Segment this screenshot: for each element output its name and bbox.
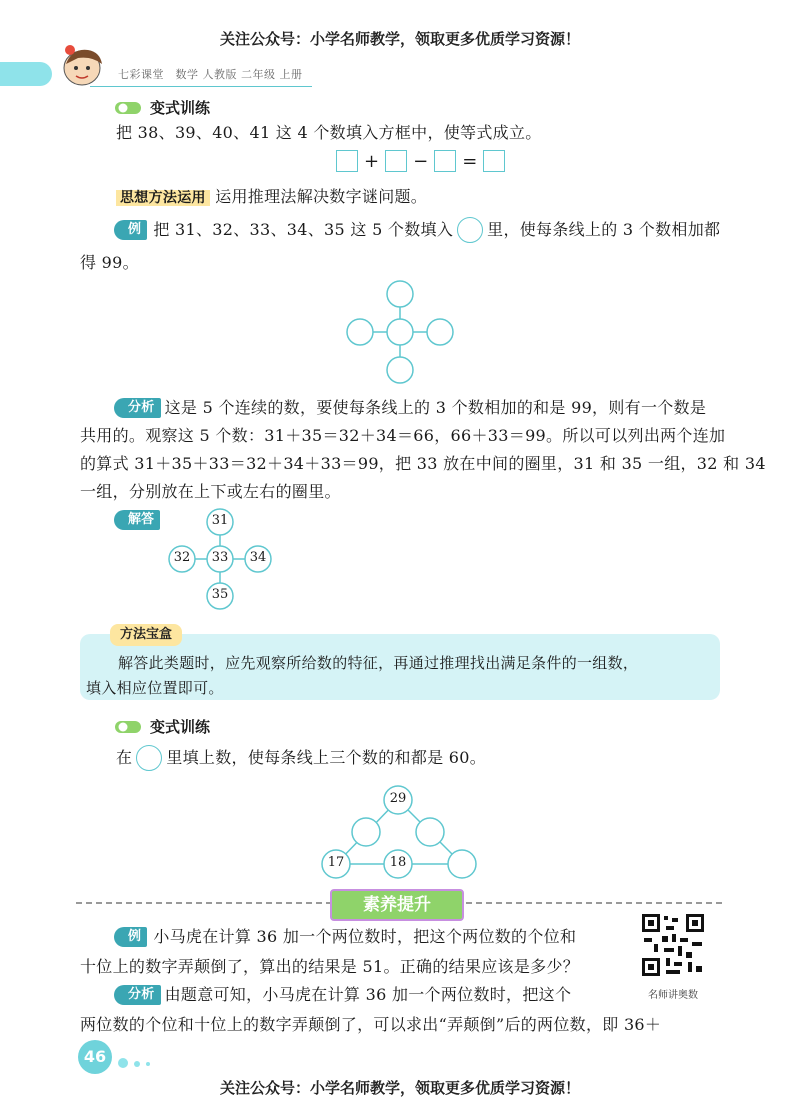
triangle-value-bottom-left: 17 <box>327 855 345 870</box>
analysis-1-line-4: 一组，分别放在上下或左右的圈里。 <box>80 482 341 501</box>
toggle-icon <box>114 100 142 116</box>
banner-title: 素养提升 <box>330 889 464 921</box>
analysis-1-line-3: 的算式 31＋35＋33＝32＋34＋33＝99，把 33 放在中间的圈里，31 和 35 一组，32 和 34 <box>80 454 766 473</box>
circle-value-left: 32 <box>173 550 191 565</box>
analysis-1-line-1 <box>114 395 706 421</box>
empty-circle-center <box>387 319 413 345</box>
cross-circle-diagram <box>340 278 460 388</box>
toggle-icon <box>114 719 142 735</box>
inline-circle-icon <box>136 745 162 771</box>
empty-circle-bottom <box>387 357 413 383</box>
answer-heading <box>114 508 160 530</box>
minus-sign: − <box>413 150 429 172</box>
top-watermark-note: 关注公众号：小学名师教学，领取更多优质学习资源！ <box>219 30 580 48</box>
answer-box[interactable] <box>483 150 505 172</box>
empty-circle-top <box>387 281 413 307</box>
variant-2-text-b: 里填上数，使每条线上三个数的和都是 60。 <box>166 748 487 767</box>
page-number: 46 <box>78 1040 112 1074</box>
analysis-1-text-1: 这是 5 个连续的数，要使每条线上的 3 个数相加的和是 99，则有一个数是 <box>164 398 707 417</box>
analysis-1-line-2: 共用的。观察这 5 个数：31＋35＝32＋34＝66，66＋33＝99。所以可以列出两个连加 <box>80 426 726 445</box>
circle-value-center: 33 <box>211 550 229 565</box>
variant-training-heading-1 <box>114 97 210 118</box>
method-line <box>116 184 427 211</box>
answer-cross-diagram <box>166 506 274 610</box>
decor-dot <box>146 1062 150 1066</box>
circle-value-right: 34 <box>249 550 267 565</box>
answer-tag: 解答 <box>114 510 160 530</box>
example-2-line-2: 十位上的数字弄颠倒了，算出的结果是 51。正确的结果应该是多少？ <box>80 957 580 976</box>
decor-dot <box>118 1058 128 1068</box>
equals-sign: = <box>462 150 478 172</box>
circle-value-bottom: 35 <box>211 587 229 602</box>
decor-dot <box>134 1061 140 1067</box>
example-tag: 例 <box>114 927 147 947</box>
empty-circle-left <box>347 319 373 345</box>
analysis-2-line-1 <box>114 982 571 1008</box>
method-label: 思想方法运用 <box>116 190 210 206</box>
analysis-2-line-2: 两位数的个位和十位上的数字弄颠倒了，可以求出“弄颠倒”后的两位数，即 36＋ <box>80 1015 662 1034</box>
mascot-icon <box>58 42 108 88</box>
equation-boxes <box>336 150 505 172</box>
example-tag: 例 <box>114 220 147 240</box>
variant-training-heading-2 <box>114 716 210 737</box>
plus-sign: + <box>364 150 380 172</box>
empty-circle-right <box>427 319 453 345</box>
example-1-text-a: 把 31、32、33、34、35 这 5 个数填入 <box>153 220 454 239</box>
header-rule <box>90 86 312 87</box>
method-box-line-2: 填入相应位置即可。 <box>86 679 224 697</box>
bottom-watermark-note: 关注公众号：小学名师教学，领取更多优质学习资源！ <box>219 1079 580 1097</box>
example-1-line-1 <box>114 217 720 243</box>
variant-2-text-a: 在 <box>116 748 133 767</box>
header-band <box>0 62 52 86</box>
series-title: 七彩课堂 数学 人教版 二年级 上册 <box>118 68 303 81</box>
triangle-value-top: 29 <box>389 791 407 806</box>
method-text: 运用推理法解决数字谜问题。 <box>215 187 428 206</box>
variant-2-problem <box>116 745 486 771</box>
answer-box[interactable] <box>385 150 407 172</box>
example-1-text-b: 里，使每条线上的 3 个数相加都 <box>487 220 721 239</box>
inline-circle-icon <box>457 217 483 243</box>
circle-value-top: 31 <box>211 513 229 528</box>
section-title: 变式训练 <box>150 99 211 117</box>
example-2-text-1: 小马虎在计算 36 加一个两位数时，把这个两位数的个位和 <box>153 927 577 946</box>
triangle-circle-diagram <box>316 784 484 884</box>
qr-caption: 名师讲奥数 <box>648 990 698 1001</box>
example-1-line-2: 得 99。 <box>80 253 139 272</box>
answer-box[interactable] <box>434 150 456 172</box>
method-box-line-1: 解答此类题时，应先观察所给数的特征，再通过推理找出满足条件的一组数， <box>118 654 639 672</box>
analysis-tag: 分析 <box>114 398 161 418</box>
triangle-value-bottom-middle: 18 <box>389 855 407 870</box>
qr-code-icon[interactable] <box>640 912 706 978</box>
method-box-label: 方法宝盒 <box>110 624 182 646</box>
example-2-line-1 <box>114 924 576 950</box>
variant-problem-text: 把 38、39、40、41 这 4 个数填入方框中，使等式成立。 <box>116 123 542 142</box>
analysis-tag: 分析 <box>114 985 161 1005</box>
answer-box[interactable] <box>336 150 358 172</box>
analysis-2-text-1: 由题意可知，小马虎在计算 36 加一个两位数时，把这个 <box>164 985 572 1004</box>
section-title: 变式训练 <box>150 718 211 736</box>
